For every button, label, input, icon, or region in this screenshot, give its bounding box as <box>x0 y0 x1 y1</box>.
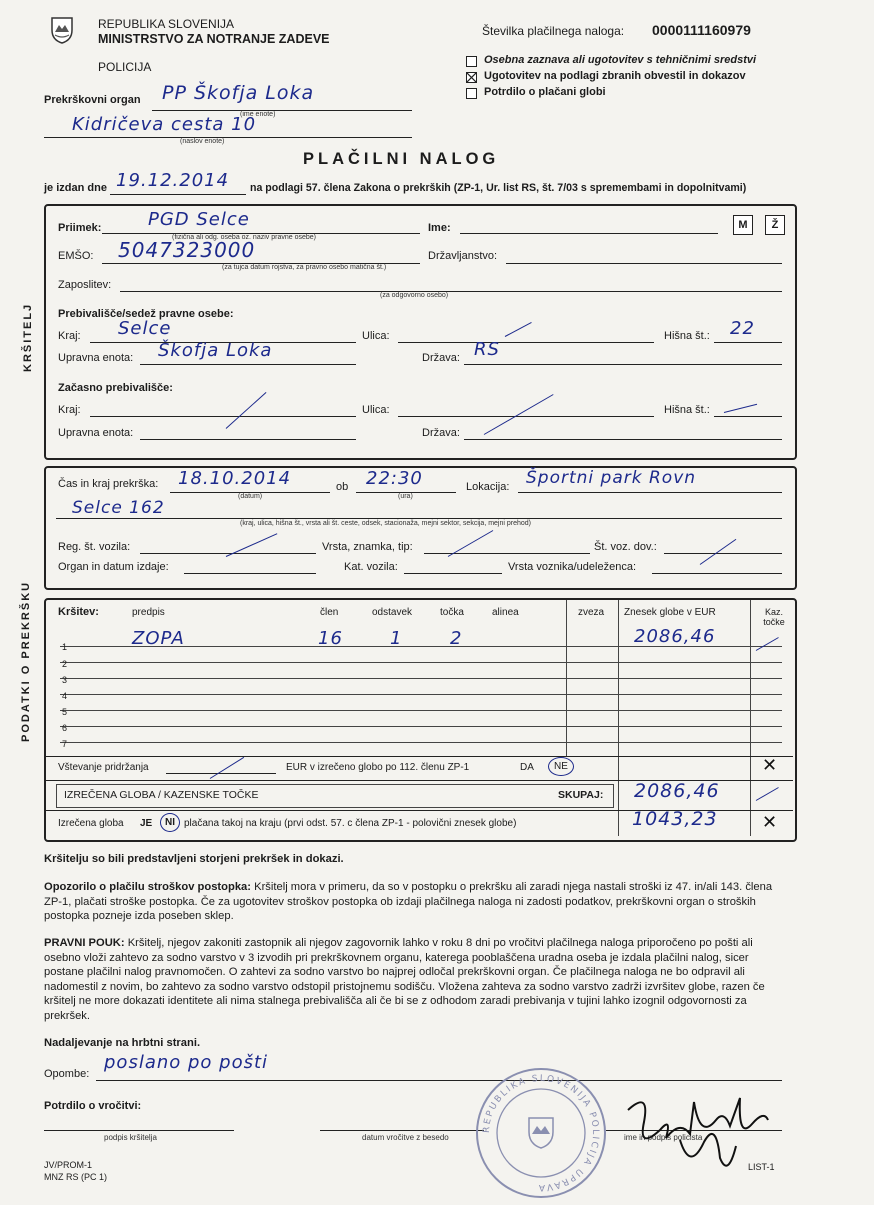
driver-type-label: Vrsta voznika/udeleženca: <box>508 561 636 573</box>
form-code-2: MNZ RS (PC 1) <box>44 1172 107 1182</box>
row-article-1: 16 <box>318 628 343 649</box>
place-hint: (kraj, ulica, hišna št., vrsta ali št. ceste, odsek, stacionaža, mejni sektor, sekcija, mejni prehod) <box>240 520 532 527</box>
licence-label: Št. voz. dov.: <box>594 541 657 553</box>
emso-hint: (za tujca datum rojstva, za pravno osebo matična št.) <box>222 264 387 271</box>
paid-ni-option[interactable]: NI <box>160 813 180 832</box>
total-label: SKUPAJ: <box>558 789 604 801</box>
town-value: Selce <box>118 318 172 339</box>
paid-text: plačana takoj na kraju (prvi odst. 57. c člena ZP-1 - polovični znesek globe) <box>184 818 517 829</box>
ne-option[interactable]: NE <box>548 757 574 776</box>
paid-je-option[interactable]: JE <box>140 818 153 829</box>
sheet-label: LIST-1 <box>748 1162 775 1172</box>
gender-m-box[interactable]: M <box>733 215 753 235</box>
row-num-1: 1 <box>62 642 68 652</box>
row-num-3: 3 <box>62 675 68 685</box>
country-value: RS <box>474 339 500 360</box>
issued-prefix: je izdan dne <box>44 182 107 194</box>
police-stamp <box>474 1066 608 1200</box>
remarks-value: poslano po pošti <box>104 1052 269 1073</box>
residence-title: Prebivališče/sedež pravne osebe: <box>58 308 234 320</box>
time-place-label: Čas in kraj prekrška: <box>58 478 159 490</box>
notice-shown: Kršitelju so bili predstavljeni storjeni prekršek in dokazi. <box>44 853 344 865</box>
col-regulation: predpis <box>132 607 165 618</box>
admin-value: Škofja Loka <box>158 340 273 361</box>
order-number-label: Številka plačilnega naloga: <box>482 24 625 38</box>
issued-suffix: na podlagi 57. člena Zakona o prekrških (ZP-1, Ur. list RS, št. 7/03 s spremembami in dopolnitvami) <box>250 182 747 194</box>
row-point-1: 2 <box>450 628 463 649</box>
organ-name-value: PP Škofja Loka <box>162 82 315 104</box>
col-article: člen <box>320 607 339 618</box>
temp-residence-title: Začasno prebivališče: <box>58 382 173 394</box>
temp-admin-label: Upravna enota: <box>58 427 134 439</box>
organ-name-hint: (ime enote) <box>240 111 276 118</box>
org-line-3: POLICIJA <box>98 60 152 74</box>
form-title: PLAČILNI NALOG <box>303 150 500 168</box>
coat-of-arms-icon <box>50 16 74 44</box>
col-points: Kaz. točke <box>763 607 785 627</box>
option-label-3: Potrdilo o plačani globi <box>484 86 606 98</box>
remarks-label: Opombe: <box>44 1068 90 1080</box>
row-num-2: 2 <box>62 659 68 669</box>
legal-title: PRAVNI POUK: <box>44 937 125 949</box>
temp-town-label: Kraj: <box>58 404 81 416</box>
legal-text: Kršitelj, njegov zakoniti zastopnik ali njegov zagovornik lahko v roku 8 dni po vročitvi plačilnega naloga priporočeno po pošti ali osebno vloži zahtevo za sodno varstvo v 3 izvodih pri prekrškovnem organu, katerega pooblaščena uradna oseba je izdala plačilni nalog, sicer postane plačilni nalog pravnomočen. O zahtevi za sodno varstvo bo najprej odločal prekrškovni organ. Če plačilnega naloga ne bo odpravil ali nadomestil z novim, bo zahtevo za sodno varstvo odstopil pristojnemu sodišču. Vložena zahteva za sodno varstvo zadrži izvršitev globe, razen če kršitelj ne more dokazati identitete ali nima stalnega prebivališča ali če bi se z odhodom zaradi prebivanja v tujini lahko izognil odgovornosti za prekršek. <box>44 937 765 1022</box>
surname-label: Priimek: <box>58 222 102 234</box>
sig-officer-label: ime in podpis policista <box>624 1133 703 1142</box>
org-line-1: REPUBLIKA SLOVENIJA <box>98 17 235 31</box>
issued-date-value: 19.12.2014 <box>116 170 230 191</box>
option-checkbox-1[interactable] <box>466 56 477 67</box>
offence-time-value: 22:30 <box>366 468 423 489</box>
organ-address-value: Kidričeva cesta 10 <box>72 114 257 135</box>
option-label-1: Osebna zaznava ali ugotovitev s tehničnimi sredstvi <box>484 54 757 66</box>
offender-side-label: KRŠITELJ <box>22 302 34 372</box>
paid-x-mark: ✕ <box>762 812 778 832</box>
emso-value: 5047323000 <box>118 238 256 262</box>
total-value: 2086,46 <box>634 780 720 802</box>
col-link: zveza <box>578 607 605 618</box>
town-label: Kraj: <box>58 330 81 342</box>
emso-label: EMŠO: <box>58 250 94 262</box>
option-label-2: Ugotovitev na podlagi zbranih obvestil in dokazov <box>484 70 746 82</box>
surname-hint: (fizična ali odg. oseba oz. naziv pravne osebe) <box>172 234 316 241</box>
legal-notice <box>44 936 782 1024</box>
country-label: Država: <box>422 352 460 364</box>
make-label: Vrsta, znamka, tip: <box>322 541 413 553</box>
category-label: Kat. vozila: <box>344 561 398 573</box>
row-paragraph-1: 1 <box>390 628 403 649</box>
admin-label: Upravna enota: <box>58 352 134 364</box>
col-line: alinea <box>492 607 519 618</box>
row-num-7: 7 <box>62 739 68 749</box>
enforce-label: Vštevanje pridržanja <box>58 762 149 773</box>
employment-label: Zaposlitev: <box>58 279 112 291</box>
row-num-6: 6 <box>62 723 68 733</box>
sig-date-label: datum vročitve z besedo <box>362 1133 449 1142</box>
name-label: Ime: <box>428 222 451 234</box>
temp-street-label: Ulica: <box>362 404 390 416</box>
paid-prefix: Izrečena globa <box>58 818 124 829</box>
da-option[interactable]: DA <box>520 762 534 773</box>
costs-text: Kršitelj mora v primeru, da so v postopku o prekršku ali zaradi njega nastali stroški iz 47. in/ali 143. člena ZP-1, plačati stroške postopka. Če za ugotovitev stroškov postopka ob izdaji plačilnega naloga ni zadosti podatkov, prekrškovni organ o stroških postopka pozneje izda poseben sklep. <box>44 881 773 923</box>
half-value: 1043,23 <box>632 808 718 830</box>
form-code-1: JV/PROM-1 <box>44 1160 93 1170</box>
receipt-label: Potrdilo o vročitvi: <box>44 1100 142 1112</box>
location-label: Lokacija: <box>466 481 510 493</box>
col-point: točka <box>440 607 464 618</box>
offence-date-value: 18.10.2014 <box>178 468 292 489</box>
continue-note: Nadaljevanje na hrbtni strani. <box>44 1037 201 1049</box>
col-paragraph: odstavek <box>372 607 413 618</box>
order-number: 0000111160979 <box>652 22 751 38</box>
temp-country-label: Država: <box>422 427 460 439</box>
at-label: ob <box>336 481 349 493</box>
violation-header-label: Kršitev: <box>58 606 99 618</box>
option-checkbox-3[interactable] <box>466 88 477 99</box>
sig-offender-label: podpis kršitelja <box>104 1133 157 1142</box>
svg-text:REPUBLIKA SLOVENIJA POLICIJA U: REPUBLIKA SLOVENIJA POLICIJA UPRAVA <box>481 1073 601 1193</box>
option-checkbox-2[interactable] <box>466 72 477 83</box>
location-value: Športni park Rovn <box>526 468 697 488</box>
enforce-text: EUR v izrečeno globo po 112. členu ZP-1 <box>286 762 470 773</box>
gender-z-box[interactable]: Ž <box>765 215 785 235</box>
offence-time-hint: (ura) <box>398 493 413 500</box>
surname-value: PGD Selce <box>148 209 250 230</box>
org-line-2: MINISTRSTVO ZA NOTRANJE ZADEVE <box>98 32 330 46</box>
citizenship-label: Državljanstvo: <box>428 250 498 262</box>
imposed-label: IZREČENA GLOBA / KAZENSKE TOČKE <box>64 789 259 801</box>
reg-label: Reg. št. vozila: <box>58 541 131 553</box>
house-value: 22 <box>730 318 755 339</box>
place-value: Selce 162 <box>72 498 165 518</box>
house-label: Hišna št.: <box>664 330 710 342</box>
employment-hint: (za odgovorno osebo) <box>380 292 449 299</box>
costs-title: Opozorilo o plačilu stroškov postopka: <box>44 881 251 893</box>
col-fine: Znesek globe v EUR <box>624 607 716 618</box>
offence-side-label: PODATKI O PREKRŠKU <box>20 580 32 742</box>
organ-address-hint: (naslov enote) <box>180 138 225 145</box>
row-num-4: 4 <box>62 691 68 701</box>
row-regulation-1: ZOPA <box>132 628 185 649</box>
enforce-x-mark: ✕ <box>762 755 778 775</box>
issuer-label: Organ in datum izdaje: <box>58 561 169 573</box>
street-label: Ulica: <box>362 330 390 342</box>
row-num-5: 5 <box>62 707 68 717</box>
row-fine-1: 2086,46 <box>634 626 716 647</box>
offence-date-hint: (datum) <box>238 493 263 500</box>
costs-notice <box>44 880 782 924</box>
organ-label: Prekrškovni organ <box>44 94 141 106</box>
temp-house-label: Hišna št.: <box>664 404 710 416</box>
